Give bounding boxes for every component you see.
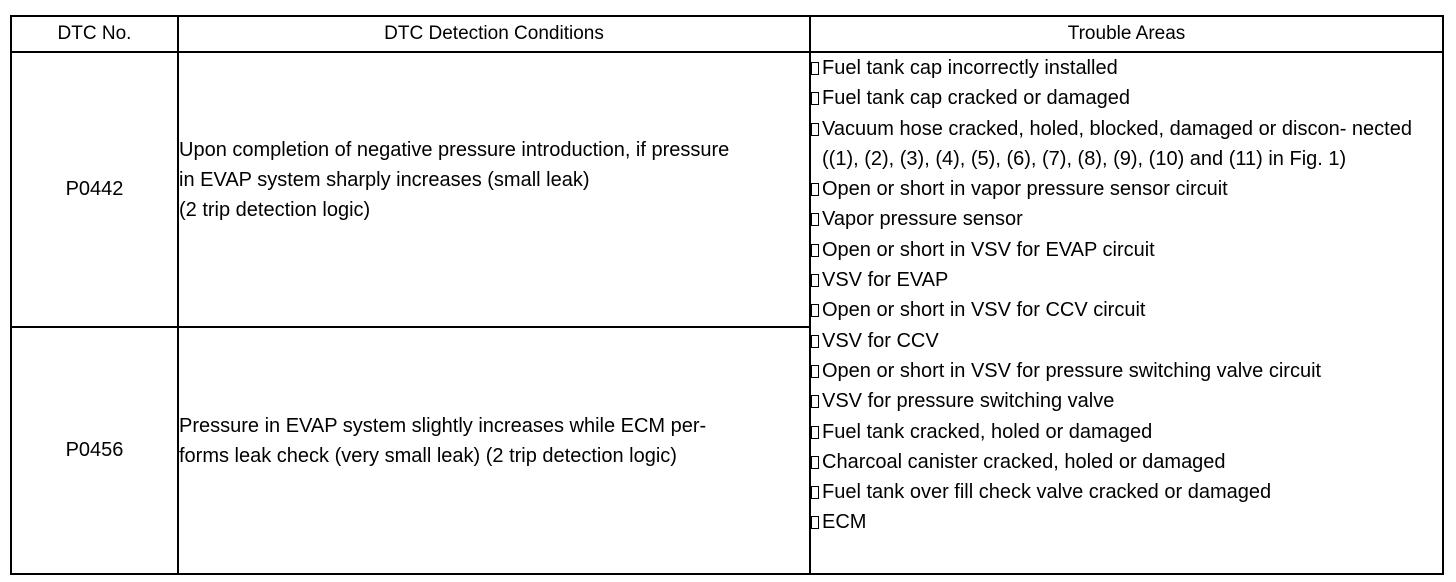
trouble-area-item — [811, 326, 1442, 356]
detection-condition-text: Pressure in EVAP system slightly increases while ECM per- forms leak check (very small leak) (2 trip detection logic) — [179, 414, 707, 467]
dtc-table — [10, 15, 1444, 575]
trouble-area-text: Fuel tank cap incorrectly installed — [822, 57, 1118, 79]
checkbox-bullet-icon — [811, 183, 819, 196]
trouble-area-text: Open or short in VSV for CCV circuit — [822, 299, 1146, 322]
trouble-area-text: Open or short in VSV for EVAP circuit — [822, 238, 1155, 261]
trouble-area-text: Open or short in VSV for pressure switching valve circuit — [822, 359, 1322, 382]
trouble-area-item — [811, 53, 1442, 83]
trouble-area-text: Vacuum hose cracked, holed, blocked, damaged or discon- nected ((1), (2), (3), (4), (5), (6), (7), (8), (9), (10) and (11) in Fig. 1) — [822, 117, 1412, 170]
header-trouble-areas: Trouble Areas — [810, 16, 1443, 52]
header-detection-conditions: DTC Detection Conditions — [178, 16, 810, 52]
checkbox-bullet-icon — [811, 365, 819, 378]
trouble-area-item — [811, 235, 1442, 265]
trouble-area-text: Fuel tank over fill check valve cracked or damaged — [822, 481, 1272, 504]
trouble-area-item — [811, 386, 1442, 416]
dtc-code-p0456: P0456 — [11, 327, 178, 574]
trouble-area-item — [811, 507, 1442, 537]
checkbox-bullet-icon — [811, 395, 819, 408]
table-row-p0442 — [11, 52, 1443, 327]
checkbox-bullet-icon — [811, 335, 819, 348]
detection-condition-p0456 — [178, 327, 810, 574]
trouble-area-text: VSV for EVAP — [822, 269, 949, 292]
trouble-area-item — [811, 174, 1442, 204]
trouble-areas-cell — [810, 52, 1443, 574]
checkbox-bullet-icon — [811, 426, 819, 439]
trouble-area-item — [811, 417, 1442, 447]
trouble-area-text: Fuel tank cap cracked or damaged — [822, 87, 1130, 110]
trouble-area-item — [811, 265, 1442, 295]
trouble-area-text: Vapor pressure sensor — [822, 208, 1023, 231]
checkbox-bullet-icon — [811, 62, 819, 75]
detection-condition-p0442 — [178, 52, 810, 327]
header-row — [11, 16, 1443, 52]
trouble-area-text: VSV for pressure switching valve — [822, 390, 1115, 413]
trouble-area-text: Fuel tank cracked, holed or damaged — [822, 420, 1153, 443]
trouble-area-text: VSV for CCV — [822, 329, 939, 352]
header-dtc-no: DTC No. — [11, 16, 178, 52]
trouble-area-item — [811, 447, 1442, 477]
trouble-area-item — [811, 204, 1442, 234]
checkbox-bullet-icon — [811, 486, 819, 499]
trouble-area-item — [811, 114, 1442, 175]
checkbox-bullet-icon — [811, 456, 819, 469]
checkbox-bullet-icon — [811, 123, 819, 136]
checkbox-bullet-icon — [811, 304, 819, 317]
checkbox-bullet-icon — [811, 516, 819, 529]
trouble-area-item — [811, 83, 1442, 113]
trouble-area-text: Charcoal canister cracked, holed or damaged — [822, 450, 1226, 473]
detection-condition-text: Upon completion of negative pressure introduction, if pressure in EVAP system sharply increases (small leak) (2 trip detection logic) — [179, 138, 730, 221]
checkbox-bullet-icon — [811, 92, 819, 105]
trouble-area-text: ECM — [822, 511, 867, 534]
trouble-area-item — [811, 477, 1442, 507]
checkbox-bullet-icon — [811, 244, 819, 257]
trouble-area-item — [811, 356, 1442, 386]
trouble-area-list — [811, 53, 1442, 538]
checkbox-bullet-icon — [811, 274, 819, 287]
trouble-area-text: Open or short in vapor pressure sensor circuit — [822, 178, 1228, 201]
dtc-code-p0442: P0442 — [11, 52, 178, 327]
trouble-area-item — [811, 295, 1442, 325]
checkbox-bullet-icon — [811, 213, 819, 226]
